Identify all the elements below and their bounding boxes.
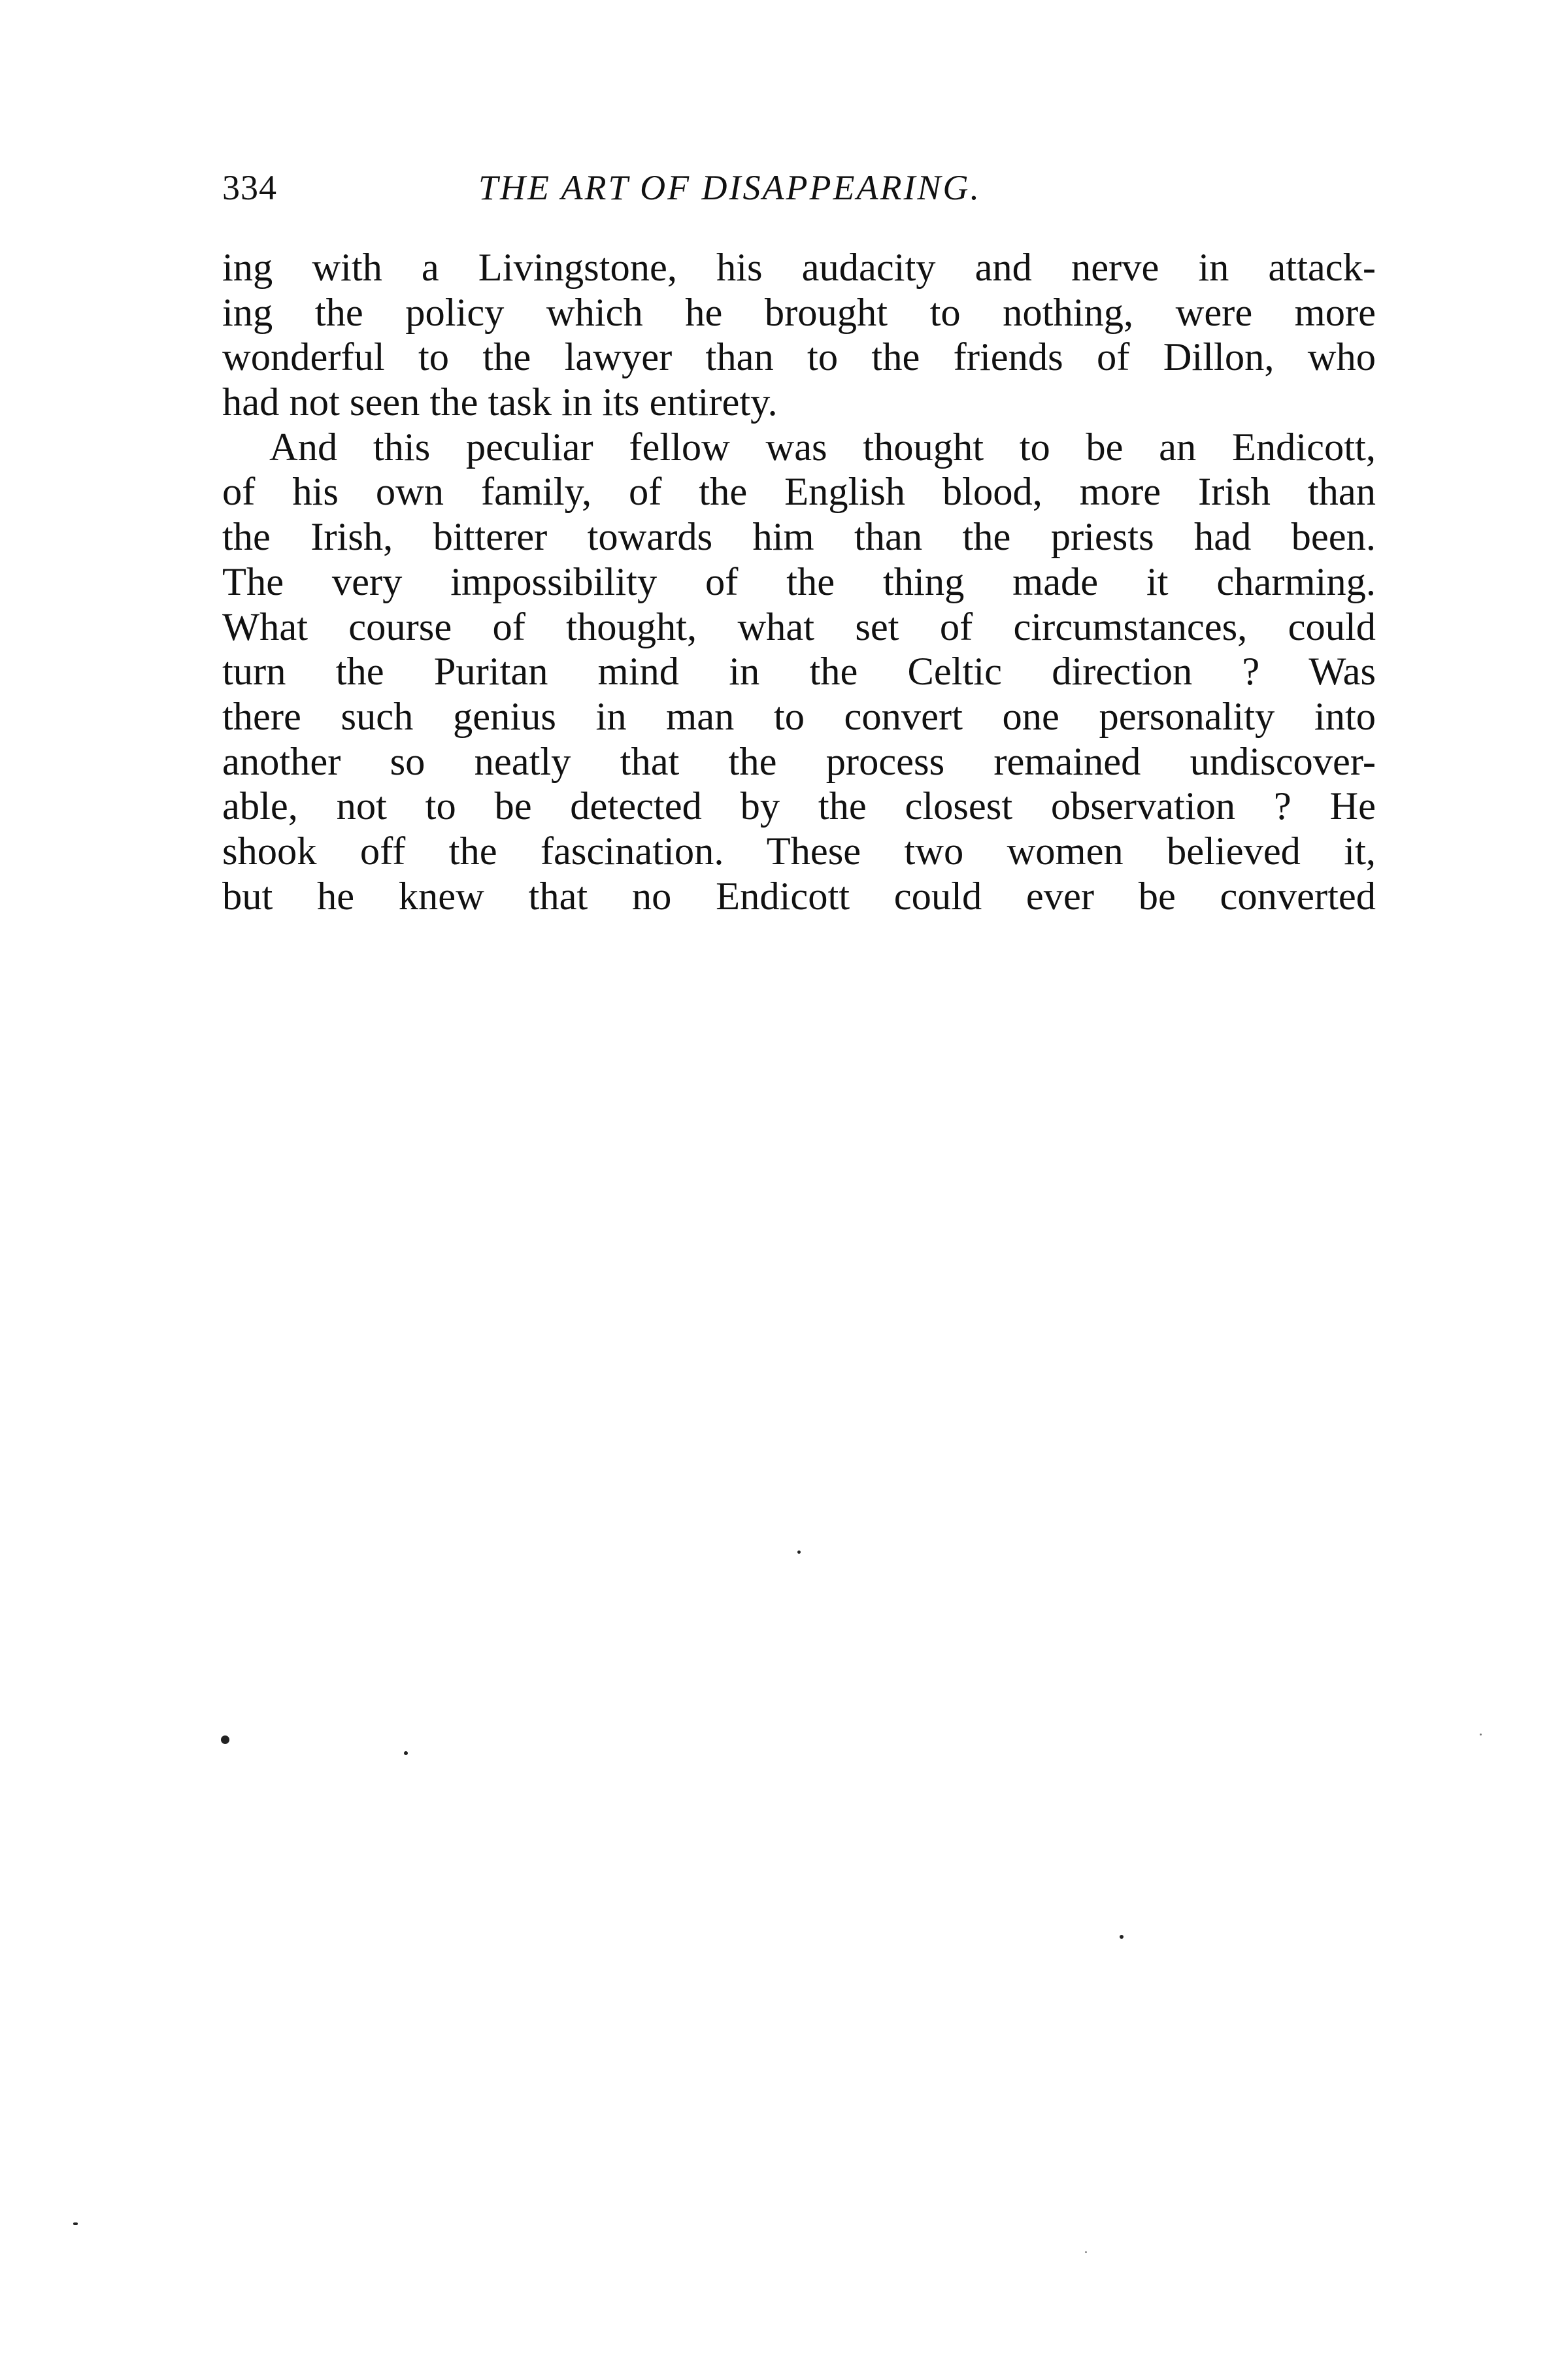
text-line: of his own family, of the English blood, more Irish than [222, 470, 1376, 514]
scan-speck [73, 2222, 78, 2225]
scan-speck [1085, 2251, 1087, 2253]
text-line: there such genius in man to convert one personality into [222, 694, 1376, 739]
body-text [222, 246, 1376, 919]
text-line: And this peculiar fellow was thought to be an Endicott, [269, 425, 1376, 469]
text-line: wonderful to the lawyer than to the friends of Dillon, who [222, 335, 1376, 380]
text-line: able, not to be detected by the closest observation ? He [222, 784, 1376, 829]
page-number: 334 [222, 168, 277, 207]
text-line: but he knew that no Endicott could ever be converted [222, 874, 1376, 918]
scan-speck [797, 1550, 801, 1554]
paragraph-1 [222, 246, 1376, 426]
text-line: shook off the fascination. These two women believed it, [222, 829, 1376, 873]
scan-speck [404, 1751, 408, 1755]
text-line: ing with a Livingstone, his audacity and nerve in attack- [222, 246, 1376, 290]
text-line: The very impossibility of the thing made it charming. [222, 560, 1376, 604]
running-title: THE ART OF DISAPPEARING. [478, 168, 981, 207]
text-line: another so neatly that the process remained undiscover- [222, 739, 1376, 784]
text-line: turn the Puritan mind in the Celtic direction ? Was [222, 650, 1376, 694]
text-line: had not seen the task in its entirety. [222, 380, 778, 425]
text-line: the Irish, bitterer towards him than the priests had been. [222, 515, 1376, 560]
paragraph-2 [222, 426, 1376, 920]
running-header [222, 165, 1386, 210]
scan-speck [221, 1735, 229, 1744]
text-line: ing the policy which he brought to nothing, were more [222, 290, 1376, 335]
scan-speck [1120, 1935, 1124, 1939]
text-line: What course of thought, what set of circumstances, could [222, 605, 1376, 649]
scan-speck [1480, 1734, 1482, 1735]
